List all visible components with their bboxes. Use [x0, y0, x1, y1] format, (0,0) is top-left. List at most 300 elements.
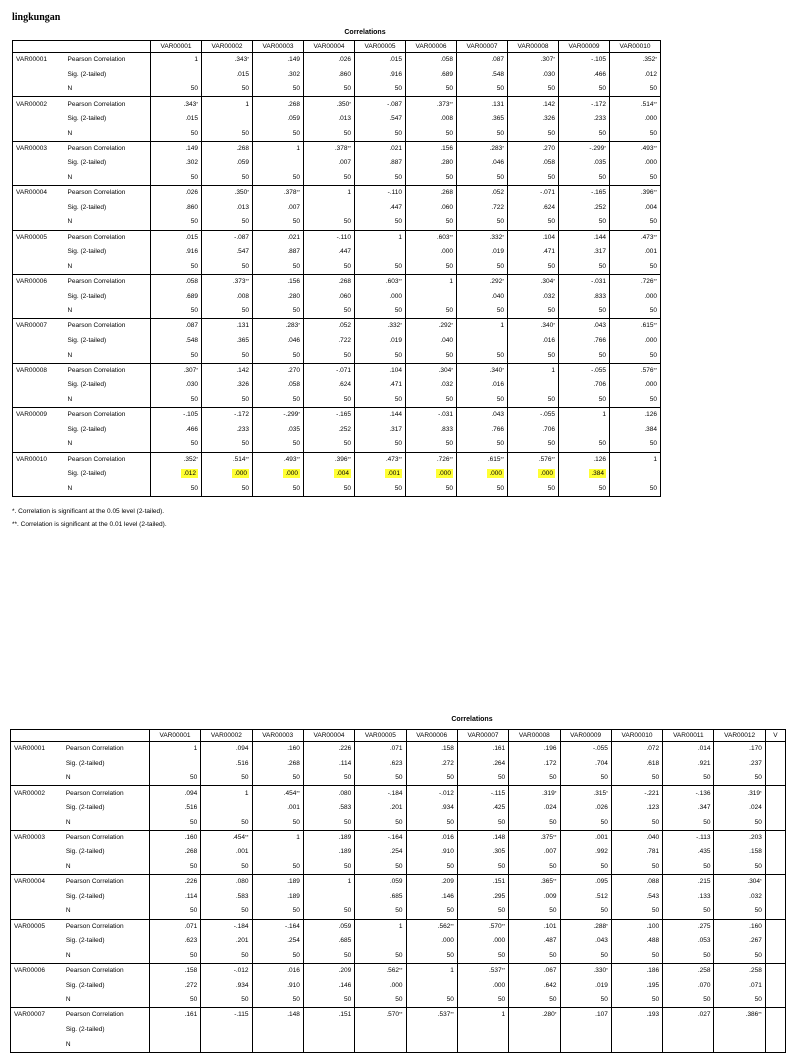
table-cell — [201, 978, 252, 993]
footnote-005: *. Correlation is significant at the 0.05 level (2-tailed). — [12, 508, 165, 515]
cell-value: .080 — [235, 878, 249, 886]
cell-value: -.055 — [593, 745, 608, 753]
cell-value: .160 — [287, 745, 300, 753]
cell-value: .052 — [338, 322, 351, 330]
cell-value: 50 — [445, 351, 453, 359]
cell-value: .685 — [389, 892, 403, 900]
statistic-label: Sig. (2-tailed) — [65, 804, 105, 812]
cell-value: .514 — [640, 100, 654, 108]
cell-value: 50 — [549, 774, 557, 782]
cell-value: 50 — [446, 951, 454, 959]
table-cell — [560, 801, 611, 816]
cell-value: .466 — [185, 425, 198, 433]
table-cell — [355, 889, 406, 904]
statistic-label: Pearson Correlation — [65, 922, 124, 930]
cell-value: .615 — [487, 455, 501, 463]
table-cell — [151, 378, 202, 393]
cell-value: .326 — [236, 381, 249, 389]
header-row — [13, 41, 661, 53]
cell-value: -.055 — [540, 411, 555, 419]
table-cell — [560, 875, 611, 890]
table-cell — [252, 963, 303, 978]
table-cell — [303, 786, 354, 801]
table-cell — [149, 963, 200, 978]
table-cell — [406, 215, 457, 230]
table-cell — [355, 230, 406, 245]
table-cell — [151, 319, 202, 334]
table-cell — [457, 860, 508, 875]
table-cell — [149, 949, 200, 964]
statistic-label: Sig. (2-tailed) — [65, 848, 105, 856]
table-row — [11, 756, 786, 771]
statistic-label: Sig. (2-tailed) — [65, 1026, 105, 1034]
table-cell — [610, 467, 661, 482]
cell-value: .570 — [386, 1011, 399, 1019]
table-cell — [560, 889, 611, 904]
table-cell — [611, 875, 662, 890]
cell-value: .021 — [389, 144, 402, 152]
table-cell — [457, 363, 508, 378]
cell-value: .267 — [749, 937, 762, 945]
cell-value: .280 — [287, 292, 300, 300]
cell-value: 50 — [649, 262, 657, 270]
cell-value: 50 — [649, 395, 657, 403]
table-cell — [509, 1008, 560, 1023]
table-cell — [406, 904, 457, 919]
table-cell — [559, 82, 610, 97]
cell-value: -.110 — [387, 189, 402, 197]
table-cell — [560, 860, 611, 875]
table-cell — [304, 141, 355, 156]
table-cell — [509, 860, 560, 875]
cell-value: .019 — [491, 248, 504, 256]
cell-value: 50 — [496, 218, 504, 226]
table-cell — [457, 53, 508, 68]
table-cell — [457, 452, 508, 467]
cell-value: 50 — [754, 774, 762, 782]
cell-value: .623 — [389, 759, 403, 767]
cell-value: 50 — [598, 129, 606, 137]
cell-value: 50 — [497, 951, 506, 959]
table-cell — [202, 171, 253, 186]
table-cell — [149, 889, 200, 904]
table-cell — [406, 452, 457, 467]
table-cell — [611, 904, 662, 919]
cell-value: 50 — [549, 996, 557, 1004]
table-cell — [663, 904, 714, 919]
cell-value: 1 — [398, 922, 403, 930]
significance-marker: ** — [449, 455, 453, 461]
header-blank — [65, 41, 151, 53]
cell-value: .016 — [441, 833, 454, 841]
table-cell — [149, 815, 200, 830]
cell-value: .004 — [336, 470, 349, 478]
cell-value: .330 — [593, 967, 607, 975]
cell-value: 50 — [445, 174, 453, 182]
cell-value: -.165 — [336, 411, 351, 419]
cell-value: .201 — [235, 937, 249, 945]
cell-value: 50 — [651, 951, 660, 959]
cell-value: .142 — [236, 366, 249, 374]
variable-label — [13, 393, 65, 408]
table-cell — [559, 363, 610, 378]
significance-marker: * — [451, 322, 453, 328]
table-cell — [151, 452, 202, 467]
cell-value: 50 — [445, 484, 453, 492]
table-cell — [508, 245, 559, 260]
cell-value: -.165 — [591, 189, 606, 197]
cell-value: 1 — [347, 189, 351, 197]
statistic-label: N — [65, 260, 151, 275]
significance-marker: * — [196, 100, 198, 106]
table-cell — [151, 171, 202, 186]
statistic-label: N — [63, 904, 150, 919]
cell-value: 50 — [445, 307, 453, 315]
cell-value: .270 — [287, 366, 300, 374]
variable-label — [13, 245, 65, 260]
cell-value: 50 — [241, 218, 249, 226]
statistic-label: N — [63, 815, 150, 830]
cell-value: .024 — [543, 804, 557, 812]
column-header: VAR00007 — [457, 730, 508, 742]
table-cell — [202, 289, 253, 304]
table-cell — [406, 348, 457, 363]
statistic-label: Sig. (2-tailed) — [65, 759, 105, 767]
table-cell — [355, 304, 406, 319]
cell-value: .040 — [491, 292, 504, 300]
table-cell — [304, 289, 355, 304]
cell-value: .375 — [540, 833, 553, 841]
cell-value: 50 — [241, 440, 249, 448]
cell-value: .268 — [287, 100, 300, 108]
variable-label — [13, 422, 65, 437]
cell-value: .131 — [491, 100, 504, 108]
cell-value: 50 — [496, 307, 504, 315]
table-row — [13, 53, 661, 68]
cell-value: .160 — [184, 833, 198, 841]
table-cell — [202, 245, 253, 260]
table-cell — [253, 141, 304, 156]
significance-marker: * — [760, 878, 762, 884]
table-cell — [149, 1008, 200, 1023]
table-cell — [355, 408, 406, 423]
cell-value: .910 — [287, 981, 300, 989]
column-header: VAR00005 — [355, 730, 406, 742]
table-cell — [406, 845, 457, 860]
table-cell — [304, 334, 355, 349]
cell-value: 50 — [394, 395, 402, 403]
table-cell — [559, 274, 610, 289]
table-cell — [560, 978, 611, 993]
table-cell — [610, 378, 661, 393]
cell-value: 50 — [343, 85, 351, 93]
table-row — [11, 978, 786, 993]
variable-label: VAR00002 — [16, 100, 47, 108]
cell-value: .295 — [492, 892, 506, 900]
significance-marker: * — [553, 278, 555, 284]
table-cell — [611, 786, 662, 801]
table-cell — [355, 875, 406, 890]
table-cell — [149, 875, 200, 890]
variable-label — [13, 126, 65, 141]
table-cell — [202, 304, 253, 319]
cell-value: .537 — [489, 967, 502, 975]
cell-value: 50 — [394, 307, 402, 315]
cell-value: 50 — [547, 262, 555, 270]
table-row — [13, 334, 661, 349]
table-cell — [151, 186, 202, 201]
table-cell — [509, 875, 560, 890]
table-cell — [406, 53, 457, 68]
table-cell — [151, 97, 202, 112]
cell-value: 50 — [343, 351, 351, 359]
cell-value: .215 — [697, 878, 711, 886]
cell-value: .032 — [749, 892, 762, 900]
cell-value: 1 — [398, 233, 402, 241]
significance-marker: * — [553, 56, 555, 62]
variable-label — [11, 949, 63, 964]
column-header: VAR00005 — [355, 41, 406, 53]
table-cell — [253, 82, 304, 97]
table-cell — [457, 319, 508, 334]
table-cell — [508, 215, 559, 230]
table-cell — [714, 1037, 765, 1052]
table-cell — [252, 801, 303, 816]
table-cell — [765, 786, 785, 801]
table-cell — [457, 304, 508, 319]
table-row — [13, 126, 661, 141]
table-cell — [559, 215, 610, 230]
statistic-label: Sig. (2-tailed) — [67, 425, 107, 433]
table-cell — [611, 978, 662, 993]
cell-value: -.012 — [233, 967, 249, 975]
cell-value: .514 — [232, 455, 246, 463]
table-cell — [355, 978, 406, 993]
cell-value: .000 — [234, 470, 247, 478]
table-cell — [457, 215, 508, 230]
cell-value: .252 — [593, 203, 606, 211]
table-row — [13, 378, 661, 393]
cell-value: .685 — [338, 937, 352, 945]
table-cell — [509, 889, 560, 904]
cell-value: 50 — [292, 351, 300, 359]
cell-value: 50 — [343, 174, 351, 182]
table-cell — [457, 978, 508, 993]
cell-value: 50 — [190, 440, 198, 448]
cell-value: 50 — [446, 996, 454, 1004]
table-cell — [202, 53, 253, 68]
statistic-label: Pearson Correlation — [65, 967, 124, 975]
column-header: VAR00003 — [253, 41, 304, 53]
table-cell — [663, 934, 714, 949]
cell-value: .315 — [593, 789, 607, 797]
statistic-label: Pearson Correlation — [65, 789, 124, 797]
statistic-label: Pearson Correlation — [67, 366, 126, 374]
table-cell — [201, 756, 252, 771]
cell-value: -.071 — [336, 366, 351, 374]
table-cell — [201, 830, 252, 845]
table-cell — [610, 393, 661, 408]
table-cell — [457, 437, 508, 452]
page-heading: lingkungan — [12, 12, 61, 23]
table-cell — [457, 200, 508, 215]
cell-value: .000 — [644, 292, 657, 300]
variable-label: VAR00007 — [16, 322, 47, 330]
variable-label — [13, 171, 65, 186]
table-cell — [406, 963, 457, 978]
cell-value: .008 — [236, 292, 249, 300]
table-cell — [457, 393, 508, 408]
significance-marker: ** — [296, 189, 300, 195]
cell-value: .275 — [697, 922, 711, 930]
variable-label — [13, 67, 65, 82]
cell-value: 50 — [445, 85, 453, 93]
significance-marker: * — [604, 144, 606, 150]
table-cell — [610, 215, 661, 230]
table-cell — [457, 82, 508, 97]
table-cell — [559, 393, 610, 408]
table-cell — [151, 82, 202, 97]
table-cell — [355, 97, 406, 112]
cell-value: 50 — [394, 85, 402, 93]
variable-label: VAR00008 — [16, 366, 47, 374]
table-cell — [457, 97, 508, 112]
cell-value: .280 — [440, 159, 453, 167]
table-cell — [765, 771, 785, 786]
table-cell — [151, 156, 202, 171]
variable-label — [13, 467, 65, 482]
variable-label: VAR00002 — [14, 789, 45, 797]
cell-value: .161 — [184, 1011, 198, 1019]
table-cell — [611, 815, 662, 830]
cell-value: 50 — [496, 440, 504, 448]
table-cell — [508, 378, 559, 393]
cell-value: .307 — [183, 366, 197, 374]
cell-value: .158 — [184, 967, 198, 975]
table-cell — [406, 200, 457, 215]
table-row — [13, 215, 661, 230]
table-cell — [508, 422, 559, 437]
cell-value: .071 — [749, 981, 762, 989]
cell-value: 50 — [649, 218, 657, 226]
cell-value: .237 — [749, 759, 762, 767]
table-cell — [253, 393, 304, 408]
variable-label — [11, 1037, 63, 1052]
significance-marker: ** — [296, 789, 300, 795]
table-cell — [304, 319, 355, 334]
cell-value: .133 — [697, 892, 711, 900]
table-cell — [355, 771, 406, 786]
variable-label — [13, 437, 65, 452]
significance-marker: * — [606, 789, 608, 795]
significance-marker: ** — [551, 455, 555, 461]
cell-value: .008 — [440, 115, 453, 123]
column-header: VAR00006 — [406, 41, 457, 53]
cell-value: 50 — [549, 951, 557, 959]
statistic-label: Pearson Correlation — [67, 411, 126, 419]
table-cell — [611, 949, 662, 964]
cell-value: .189 — [338, 848, 352, 856]
cell-value: .015 — [236, 70, 249, 78]
table-cell — [663, 742, 714, 757]
cell-value: .024 — [749, 804, 762, 812]
table-cell — [355, 467, 406, 482]
variable-label — [13, 260, 65, 275]
cell-value: 50 — [497, 774, 506, 782]
table-cell — [202, 186, 253, 201]
table-cell — [610, 112, 661, 127]
cell-value: .583 — [338, 804, 352, 812]
cell-value: .384 — [644, 425, 657, 433]
table-row — [13, 200, 661, 215]
cell-value: 1 — [244, 789, 249, 797]
cell-value: 50 — [343, 395, 351, 403]
variable-label — [11, 845, 63, 860]
statistic-label: Pearson Correlation — [65, 745, 124, 753]
cell-value: .026 — [338, 56, 351, 64]
table-row — [11, 875, 786, 890]
table-cell — [252, 889, 303, 904]
column-header: VAR00001 — [151, 41, 202, 53]
table-cell — [406, 934, 457, 949]
cell-value: .326 — [542, 115, 555, 123]
table-cell — [253, 334, 304, 349]
significance-marker: * — [196, 455, 198, 461]
table-cell — [457, 482, 508, 497]
cell-value: .000 — [441, 937, 454, 945]
table-row — [13, 67, 661, 82]
table-cell — [559, 126, 610, 141]
cell-value: 50 — [651, 818, 660, 826]
column-header: VAR00004 — [304, 41, 355, 53]
table-cell — [201, 889, 252, 904]
cell-value: .642 — [543, 981, 557, 989]
cell-value: 50 — [190, 174, 198, 182]
table-row — [11, 845, 786, 860]
table-cell — [559, 245, 610, 260]
table-cell — [406, 393, 457, 408]
table-cell — [765, 889, 785, 904]
significance-marker: ** — [245, 455, 249, 461]
cell-value: .043 — [593, 322, 606, 330]
cell-value: .252 — [338, 425, 351, 433]
table-cell — [663, 889, 714, 904]
significance-marker: * — [502, 366, 504, 372]
table-cell — [559, 482, 610, 497]
cell-value: 50 — [241, 863, 249, 871]
table-cell — [406, 112, 457, 127]
cell-value: .689 — [185, 292, 198, 300]
table-row — [13, 437, 661, 452]
table-cell — [610, 274, 661, 289]
significance-marker: ** — [347, 144, 351, 150]
significance-marker: ** — [296, 455, 300, 461]
table-row — [11, 1023, 786, 1038]
table-cell — [509, 949, 560, 964]
table-cell — [304, 67, 355, 82]
table-cell — [457, 934, 508, 949]
significance-marker: ** — [552, 833, 557, 839]
cell-value: 50 — [547, 351, 555, 359]
table-cell — [201, 934, 252, 949]
statistic-label: Sig. (2-tailed) — [65, 892, 105, 900]
cell-value: .052 — [491, 189, 504, 197]
statistic-label: Pearson Correlation — [67, 56, 126, 64]
variable-label: VAR00007 — [14, 1011, 45, 1019]
cell-value: .916 — [185, 248, 198, 256]
table-cell — [202, 437, 253, 452]
cell-value: 50 — [343, 129, 351, 137]
